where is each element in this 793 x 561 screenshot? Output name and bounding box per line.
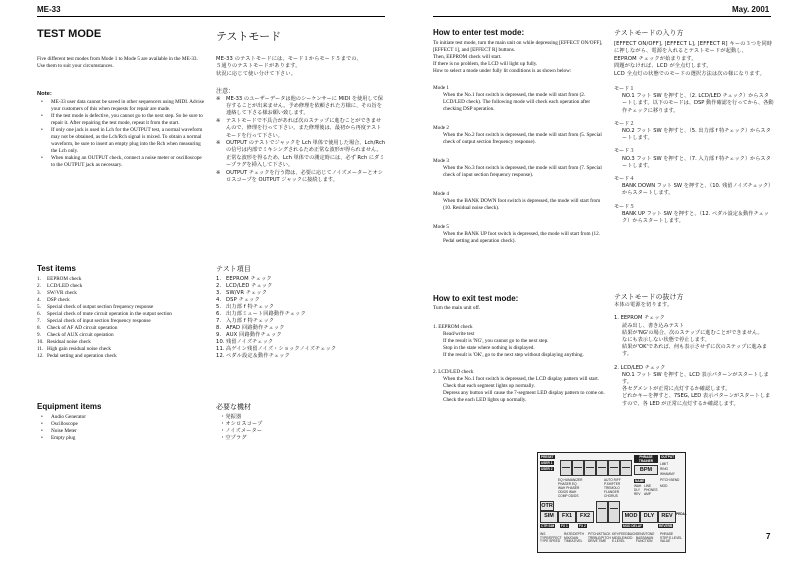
en-exit-title: How to exit test mode: bbox=[433, 294, 519, 303]
lcd-segment bbox=[596, 501, 608, 523]
jp-step-1: 1. EEPROM チェック 読み出し、書き込みテスト 結果が'NG'の場合、次のステップに進むことができません。 なにも表示しない状態で停止します。 結果が'OK'であれば、何も表示させずに次のステップに進みます。 bbox=[614, 315, 768, 358]
test-item: 3. SW/VR チェック bbox=[216, 290, 268, 296]
lcd-lbl-name: NAME bbox=[635, 479, 645, 483]
jp-intro-column bbox=[216, 28, 386, 185]
en-test-items-title: Test items bbox=[37, 264, 76, 273]
lcd-tag-user2: USER 2 bbox=[541, 467, 553, 471]
en-enter-line: Then, EEPROM check will start. bbox=[433, 54, 502, 60]
jp-intro-1: ME-33 のテストモードには、モード１からモード５までの、 bbox=[216, 56, 362, 62]
test-item: 9. Check of AUX circuit operation bbox=[37, 332, 114, 338]
lcd-box-otr: OTR bbox=[541, 503, 553, 509]
test-item: 12. ペダル設定＆動作チェック bbox=[216, 353, 290, 359]
lcd-lbl: LINE bbox=[644, 484, 652, 488]
lcd-bpm: BPM bbox=[634, 465, 658, 475]
lcd-tag-preset: PRESET bbox=[541, 455, 554, 459]
lcd-bottom-label: PITCH/ATTACK TREBLE/PITCH DRIVE TIME bbox=[588, 532, 611, 544]
jp-mode-1: モード１ NO.1 フット SW を押すと、（2. LCD/LED チェック）からスタートします。以下のモードは、DSP 動作確認を行ってから、各動作チェックに移ります。 bbox=[614, 86, 774, 114]
lcd-lbl-pedal: PEDAL bbox=[676, 512, 687, 516]
en-test-item-list bbox=[37, 276, 205, 360]
test-item: 11. 高ゲイン残留ノイズ・ショックノイズチェック bbox=[216, 346, 337, 352]
jp-enter-title: テストモードの入り方 bbox=[614, 29, 684, 37]
jp-note: ※ ME-33 のユーザーデータは他のシーケンサーに MIDI を使用して保存することが出来ません。予め修理を依頼された方様に、その旨を連絡して下さる様お願い致します。 bbox=[216, 96, 386, 118]
en-mode-2: Mode 2 When the No.2 foot switch is depressed, the mode will start from (5. Special check of output section frequency response). bbox=[433, 125, 602, 145]
en-mode-1: Mode 1 When the No.1 foot switch is depressed, the mode will start from (2. LCD/LED check). The following mode will check each operation after checking DSP operation. bbox=[433, 85, 591, 112]
en-intro-column bbox=[37, 28, 205, 169]
en-equipment-title: Equipment items bbox=[37, 402, 102, 411]
lcd-lbl: COMP OD/DS bbox=[558, 494, 579, 498]
lcd-bottom-label: PHRASE STEP E.LEVEL VALUE bbox=[660, 532, 682, 544]
en-test-items bbox=[37, 264, 205, 360]
lcd-output: OUTPUT bbox=[661, 455, 675, 459]
jp-enter-line: LCD 全点灯の状態でのモードの選択方法は次の様になります。 bbox=[614, 70, 765, 77]
lcd-bottom-label: RATE/DEPTH MIX/GAIN TIME/LEVEL bbox=[564, 532, 584, 544]
test-item: 5. 出力部 f 特チェック bbox=[216, 304, 275, 310]
lcd-lbl: EQ HUMANIZER bbox=[558, 478, 583, 482]
test-item: 8. AFAD 回路動作チェック bbox=[216, 325, 285, 331]
jp-enter-section bbox=[614, 28, 774, 225]
lcd-lbl: DLY bbox=[634, 488, 640, 492]
test-item: 8. Check of AF AD circuit operation bbox=[37, 325, 118, 331]
jp-exit-title: テストモードの抜け方 bbox=[614, 293, 684, 301]
jp-equipment bbox=[216, 402, 386, 442]
test-item: 9. AUX 回路動作チェック bbox=[216, 332, 282, 338]
jp-note: ※ テストモードで不具合があれば次のステップに進むことができませんので、修理を行って下さい。また修理後は、最初から再度テストモードを行って下さい。 bbox=[216, 118, 386, 140]
en-intro-1: Five different test modes from Mode 1 to Mode 5 are available in the ME-33. bbox=[37, 56, 198, 62]
lcd-phrase-trainer: PHRASE TRAINER bbox=[634, 455, 658, 463]
test-item: 11. High gain residual noise check bbox=[37, 346, 111, 352]
equip-item: • Audio Generator bbox=[37, 414, 205, 421]
lcd-segment bbox=[584, 460, 596, 476]
jp-equipment-title: 必要な機材 bbox=[216, 403, 251, 411]
test-item: 6. Special check of mute circuit operation in the output section bbox=[37, 311, 172, 317]
en-equipment bbox=[37, 402, 205, 442]
en-step-1: 1. EEPROM check Read/write test If the result is 'NG', you cannot go to the next step. Stop in the state where nothing is displayed. If the result is 'OK', go to the next step without displaying anything. bbox=[433, 324, 584, 358]
jp-enter-line: 問題がなければ、LCD が全点灯します。 bbox=[614, 63, 712, 70]
jp-test-items-title: テスト項目 bbox=[216, 265, 251, 273]
test-item: 12. Pedal setting and operation check bbox=[37, 353, 117, 359]
en-notes bbox=[37, 99, 205, 169]
lcd-row-label: FX 2 bbox=[579, 524, 586, 528]
test-item: 6. 出力部ミュート回路動作チェック bbox=[216, 311, 306, 317]
en-note-title: Note: bbox=[37, 91, 52, 97]
test-item: 2. LCD/LED チェック bbox=[216, 283, 273, 289]
lcd-lbl: AMP bbox=[644, 492, 651, 496]
jp-mode-5: モード５ BANK UP フット SW を押すと、（12. ペダル設定＆動作チェック）からスタートします。 bbox=[614, 203, 769, 225]
lcd-lbl: WHAMMY bbox=[660, 472, 675, 476]
jp-note-title: 注意： bbox=[216, 88, 235, 96]
lcd-limit: LIMIT bbox=[660, 462, 669, 466]
header-rule-right bbox=[433, 16, 771, 17]
lcd-display-diagram bbox=[537, 452, 686, 553]
equip-item: • Oscilloscope bbox=[37, 421, 205, 428]
lcd-bottom-label: INS TYPE/EFFECT TYPE SPEED bbox=[540, 532, 562, 544]
en-note: • If only one jack is used in Lch for the OUTPUT test, a normal waveform may not be obtained, as the Lch/Rch signal is mixed. To obtain a normal waveform, be sure to insert an empty plug into the Rch when measuring the Lch only. bbox=[37, 127, 205, 155]
lcd-bottom-label: SENS/TONE BASS/MAIN FUNCTION bbox=[636, 532, 655, 544]
doc-date: May. 2001 bbox=[732, 5, 770, 14]
jp-mode-3: モード３ NO.3 フット SW を押すと、（7. 入力部 f 特チェック）からスタートします。 bbox=[614, 148, 771, 169]
lcd-segment bbox=[620, 460, 632, 476]
lcd-lbl: PITCH BEND bbox=[660, 478, 680, 482]
jp-test-item-list bbox=[216, 276, 386, 360]
lcd-bottom-label: KEY/FEEDBACK MIDDLE/MOD E.LEVEL bbox=[612, 532, 637, 544]
en-note: • When making an OUTPUT check, connect a noise meter or oscilloscope to the OUTPUT jack as necessary. bbox=[37, 155, 205, 169]
en-intro-2: Use them to suit your circumstances. bbox=[37, 63, 114, 69]
lcd-segment bbox=[608, 501, 620, 523]
jp-intro-3: 状況に応じて使い分けて下さい。 bbox=[216, 70, 297, 77]
test-item: 1. EEPROM check bbox=[37, 276, 82, 282]
lcd-box-mod: MOD bbox=[622, 511, 640, 523]
lcd-lbl: OD/DS WAH bbox=[558, 490, 577, 494]
en-exit-section bbox=[433, 294, 605, 404]
en-equipment-list bbox=[37, 414, 205, 442]
en-title: TEST MODE bbox=[37, 28, 102, 40]
lcd-segment bbox=[560, 460, 572, 476]
jp-notes bbox=[216, 96, 386, 185]
en-step-2: 2. LCD/LED check When the No.1 foot switch is depressed, the LCD display pattern will start. Check that each segment lights up normally. Depress any button will cause the 7-segment LED display pattern to come on. Check the each LED lights up normally. bbox=[433, 369, 605, 403]
lcd-box-sim: SIM bbox=[540, 511, 558, 523]
en-enter-line: To initiate test mode, turn the main unit on while depressing [EFFECT ON/OFF], [EFFECT 1], and [EFFECT R] buttons. bbox=[433, 40, 603, 53]
lcd-row-label: FX 1 bbox=[561, 524, 568, 528]
jp-exit-body: 本体の電源を切ります。 bbox=[614, 302, 673, 308]
test-item: 4. DSP チェック bbox=[216, 297, 260, 303]
lcd-segment bbox=[572, 460, 584, 476]
en-enter-title: How to enter test mode: bbox=[433, 28, 525, 37]
lcd-lbl: RING bbox=[660, 467, 668, 471]
en-exit-body: Turn the main unit off. bbox=[433, 305, 481, 311]
jp-enter-line: [EFFECT ON/OFF], [EFFECT L], [EFFECT R] キーの３つを同時に押しながら、電源を入れるとテストモードが起動し、 bbox=[614, 41, 773, 55]
jp-exit-section bbox=[614, 292, 774, 408]
lcd-lbl: CHORUS bbox=[604, 494, 618, 498]
test-item: 2. LCD/LED check bbox=[37, 283, 83, 289]
en-enter-line: How to select a mode under fully lit conditions is as shown below: bbox=[433, 68, 572, 74]
jp-intro-2: ５通りのテストモードがあります。 bbox=[216, 63, 301, 70]
lcd-box-dly: DLY bbox=[640, 511, 658, 523]
jp-note: ※ OUTPUT チェックを行う際は、必要に応じてノイズメーターとオシロスコープを OUTPUT ジャックに接続します。 bbox=[216, 170, 386, 185]
lcd-tag-user1: USER 1 bbox=[541, 461, 553, 465]
lcd-lbl: PHONES bbox=[644, 488, 658, 492]
header-rule-left bbox=[37, 16, 385, 17]
lcd-lbl: WAH PHASER bbox=[558, 486, 580, 490]
test-item: 5. Special check of output section frequency response bbox=[37, 304, 154, 310]
en-note: • If the test mode is defective, you cannot go to the next step. So be sure to repair it. After repairing the test mode, repeat it from the start. bbox=[37, 113, 205, 127]
lcd-lbl: MOD bbox=[660, 484, 668, 488]
test-item: 10. 残留ノイズチェック bbox=[216, 339, 274, 345]
jp-step-2: 2. LCD/LED チェック NO.1 フット SW を押すと、LCD 表示パターンがスタートします。 各セグメントが正常に点灯するか確認します。 どれかキーを押すと、7SEG, LED 表示パターンがスタートしますので、各 LED が正常に点灯するか確認します。 bbox=[614, 364, 771, 407]
page-number: 7 bbox=[766, 532, 771, 541]
en-mode-4: Mode 4 When the BANK DOWN foot switch is depressed, the mode will start from (10. Residual noise check). bbox=[433, 191, 601, 211]
equip-item: • Empty plug bbox=[37, 435, 205, 442]
lcd-lbl: TREMOLO bbox=[604, 486, 620, 490]
equip-item: ・ノイズメーター bbox=[220, 428, 263, 434]
en-mode-5: Mode 5 When the BANK UP foot switch is depressed, the mode will start from (12. Pedal setting and operation check). bbox=[433, 224, 600, 244]
jp-mode-4: モード４ BANK DOWN フット SW を押すと、（10. 残留ノイズチェック）からスタートします。 bbox=[614, 176, 774, 197]
jp-mode-2: モード２ NO.2 フット SW を押すと、（5. 出力部 f 特チェック）からスタートします。 bbox=[614, 120, 771, 142]
test-item: 7. 入力部 f 特チェック bbox=[216, 318, 275, 324]
jp-equipment-list bbox=[216, 414, 386, 442]
lcd-box-fx1: FX1 bbox=[558, 511, 576, 523]
lcd-segment bbox=[596, 460, 608, 476]
en-note: • ME-33 user data cannot be saved in other sequencers using MIDI. Advise your customers of this when requests for repair are made. bbox=[37, 99, 205, 113]
lcd-box-rev: REV bbox=[658, 511, 676, 523]
lcd-row-label: CTR SIM bbox=[541, 524, 555, 528]
jp-test-items bbox=[216, 264, 386, 360]
lcd-lbl: FLANGER bbox=[604, 490, 620, 494]
equip-item: ・オシロスコープ bbox=[220, 421, 263, 427]
lcd-segment bbox=[608, 460, 620, 476]
jp-enter-line: EEPROM チェックが始まります。 bbox=[614, 55, 697, 62]
lcd-box-fx2: FX2 bbox=[576, 511, 594, 523]
lcd-lbl: REV bbox=[634, 492, 641, 496]
lcd-lbl: PHASER EQ bbox=[558, 482, 577, 486]
equip-item: ・空プラグ bbox=[220, 435, 247, 441]
lcd-lbl: WAH bbox=[634, 484, 642, 488]
test-item: 7. Special check of input section frequency response bbox=[37, 318, 151, 324]
lcd-lbl: AUTO RIFF bbox=[604, 478, 621, 482]
en-mode-3: Mode 3 When the No.3 foot switch is depressed, the mode will start from (7. Special check of input section frequency response). bbox=[433, 158, 602, 178]
lcd-lbl: P.SHIFTER bbox=[604, 482, 621, 486]
equip-item: • Noise Meter bbox=[37, 428, 205, 435]
en-enter-section bbox=[433, 28, 605, 245]
equip-item: ・発振器 bbox=[220, 414, 242, 420]
test-item: 4. DSP check bbox=[37, 297, 70, 303]
test-item: 10. Residual noise check bbox=[37, 339, 91, 345]
en-enter-line: If there is no problem, the LCD will light up fully. bbox=[433, 61, 538, 67]
jp-note: ※ OUTPUT のテストでジャックを Lch 単体で使用した場合、Lch/Rch の信号は内部でミキシングされるため正常な波形が得られません。正常な波形を得るため、Lch 単体での測定時には、必ず Rch にダミープラグを挿入して下さい。 bbox=[216, 140, 386, 170]
test-item: 1. EEPROM チェック bbox=[216, 276, 272, 282]
test-item: 3. SW/VR check bbox=[37, 290, 77, 296]
lcd-row-label: MOD DELAY bbox=[623, 524, 642, 528]
doc-id: ME-33 bbox=[37, 5, 61, 14]
lcd-row-label: REVERB bbox=[659, 524, 673, 528]
jp-title: テストモード bbox=[216, 30, 282, 43]
